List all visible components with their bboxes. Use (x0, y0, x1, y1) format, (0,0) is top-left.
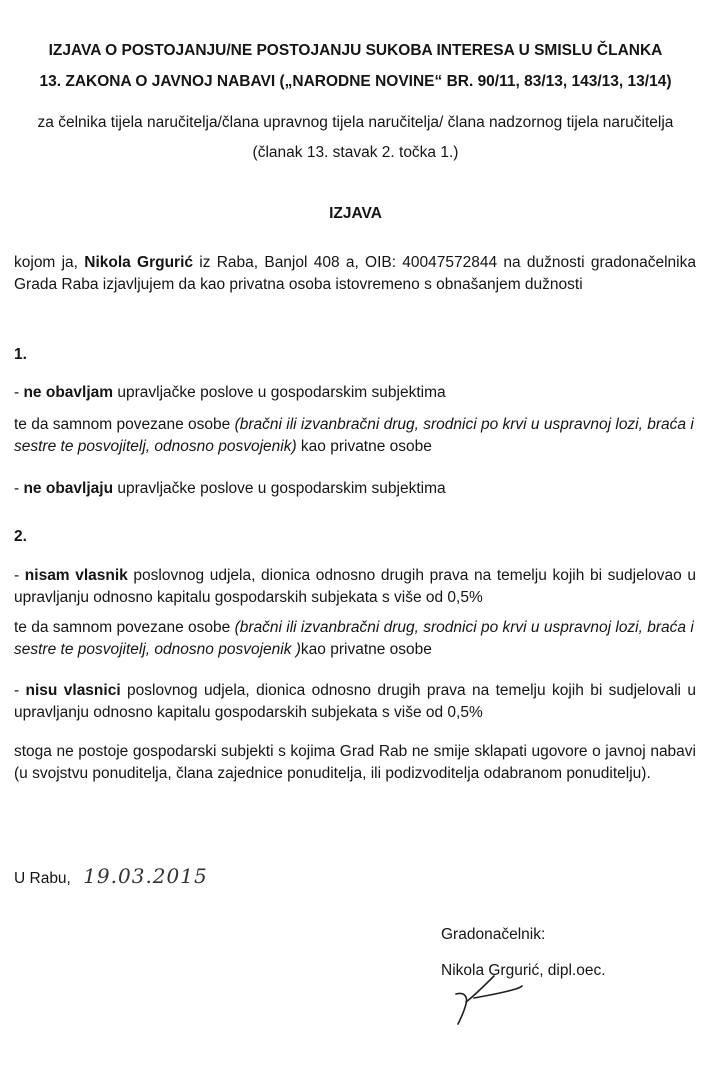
signature-name: Nikola Grgurić, dipl.oec. (441, 962, 606, 979)
section-1-related-italic: (bračni ili izvanbračni drug, srodnici po krvi u uspravnoj lozi, braća i sestre te posvojitelj, odnosno posvojenik) (14, 416, 694, 455)
document-title-line-1: IZJAVA O POSTOJANJU/NE POSTOJANJU SUKOBA INTERESA U SMISLU ČLANKA (48, 42, 663, 59)
handwritten-date: 19.03.2015 (83, 864, 208, 888)
intro-text-1: kojom ja, (14, 254, 85, 271)
section-2-item-1-bold: nisam vlasnik (24, 567, 128, 584)
section-2-item-2-prefix: - (14, 682, 26, 699)
section-2-related-persons (14, 617, 696, 661)
intro-text-2: iz Raba, Banjol 408 a, OIB: 40047572844 na dužnosti gradonačelnika Grada Raba izjavljujem da kao privatna osoba istovremeno s obnašanjem dužnosti (14, 254, 696, 293)
section-1-related-prefix: te da samnom povezane osobe (14, 416, 235, 433)
document-title-line-2: 13. ZAKONA O JAVNOJ NABAVI („NARODNE NOVINE“ BR. 90/11, 83/13, 143/13, 13/14) (39, 73, 672, 90)
section-2-item-1-prefix: - (14, 567, 25, 584)
section-1-item-1-prefix: - (14, 384, 24, 401)
signature-role: Gradonačelnik: (441, 926, 546, 943)
place-label: U Rabu, (14, 870, 71, 887)
document-subtitle-line-1: za čelnika tijela naručitelja/člana upravnog tijela naručitelja/ člana nadzornog tijela naručitelja (37, 114, 674, 131)
section-2-item-2 (14, 680, 696, 724)
declaration-heading: IZJAVA (329, 205, 382, 222)
section-2-related-italic: (bračni ili izvanbračni drug, srodnici po krvi u uspravnoj lozi, braća i sestre te posvojitelj, odnosno posvojenik ) (14, 619, 694, 658)
section-2-item-2-text: poslovnog udjela, dionica odnosno drugih prava na temelju kojih bi sudjelovali u upravljanju odnosno kapitalu gospodarskih subjekata s više od 0,5% (14, 682, 696, 721)
section-2-item-1-text: poslovnog udjela, dionica odnosno drugih prava na temelju kojih bi sudjelovao u upravljanju odnosno kapitalu gospodarskih subjekata s više od 0,5% (14, 567, 697, 606)
section-2-related-suffix: kao privatne osobe (300, 641, 432, 658)
section-1-item-2-bold: ne obavljaju (23, 480, 114, 497)
section-2-number: 2. (14, 528, 27, 545)
section-1-item-1 (14, 382, 696, 404)
section-1-number: 1. (14, 346, 27, 363)
handwritten-signature (450, 968, 530, 1028)
section-1-item-1-bold: ne obavljam (23, 384, 114, 401)
document-subtitle-line-2: (članak 13. stavak 2. točka 1.) (252, 144, 459, 161)
section-1-related-suffix: kao privatne osobe (296, 438, 432, 455)
section-2-item-1 (14, 565, 696, 609)
intro-paragraph (14, 252, 696, 296)
conclusion-paragraph: stoga ne postoje gospodarski subjekti s kojima Grad Rab ne smije sklapati ugovore o javnoj nabavi (u svojstvu ponuditelja, člana zajednice ponuditelja, ili podizvoditelja odabranom ponuditelju). (14, 743, 696, 782)
section-1-item-1-text: upravljačke poslove u gospodarskim subjektima (113, 384, 446, 401)
section-1-item-2 (14, 478, 696, 500)
declarant-name: Nikola Grgurić (84, 254, 194, 271)
section-2-related-prefix: te da samnom povezane osobe (14, 619, 235, 636)
section-2-item-2-bold: nisu vlasnici (25, 682, 121, 699)
section-1-item-2-text: upravljačke poslove u gospodarskim subjektima (113, 480, 446, 497)
section-1-item-2-prefix: - (14, 480, 24, 497)
section-1-related-persons (14, 414, 696, 458)
place-date-line (14, 864, 208, 888)
